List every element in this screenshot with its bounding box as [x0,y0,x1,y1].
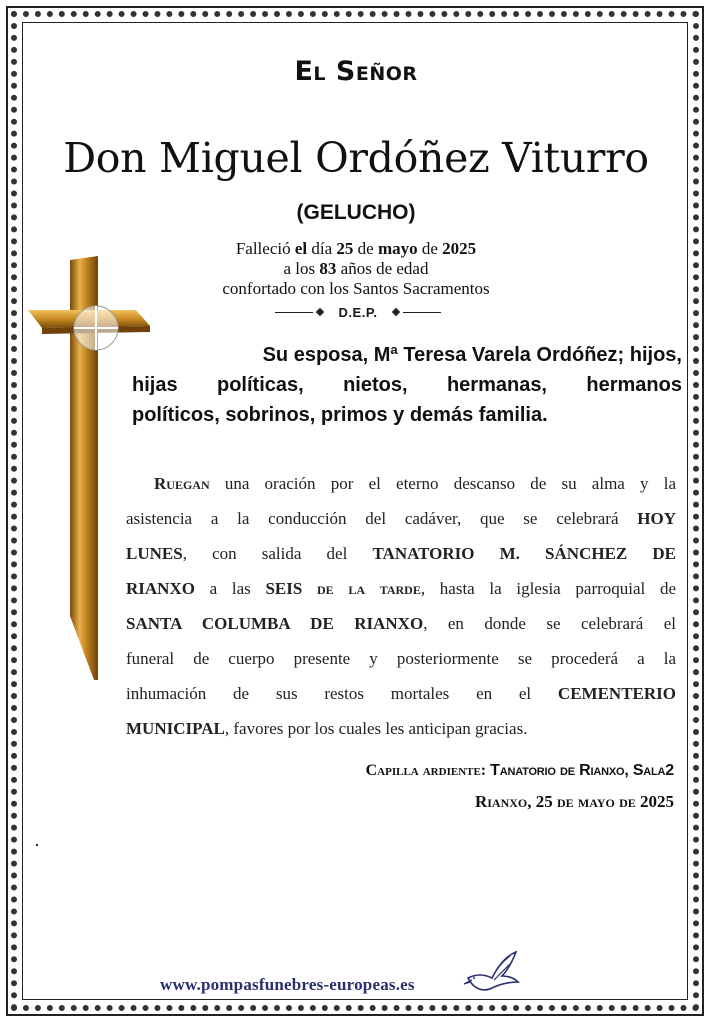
chapel-line [366,762,674,780]
paragraph-line: inhumación de sus restos mortales en el CEMENTERIO [126,684,676,703]
deceased-name: Don Miguel Ordóñez Viturro [63,134,649,182]
place-date-line: Rianxo, 25 de mayo de 2025 [474,792,674,811]
dove-icon [462,948,520,994]
family-paragraph [132,340,682,430]
ornament-diamond [392,308,400,316]
dep-text: D.E.P. [338,304,378,320]
paragraph-line: SANTA COLUMBA DE RIANXO, en donde se celebrará el [126,614,676,633]
family-line: Su esposa, Mª Teresa Varela Ordóñez; hijos, [262,344,682,366]
ornament-diamond [315,308,323,316]
paragraph-line: LUNES, con salida del TANATORIO M. SÁNCHEZ DE [126,544,676,563]
chapel-value: Tanatorio de Rianxo, Sala2 [490,762,674,779]
chapel-label: Capilla ardiente: [365,762,491,779]
dep-row [240,303,476,321]
paragraph-line: MUNICIPAL, favores por los cuales les anticipan gracias. [126,719,528,738]
ornament-line [403,312,441,313]
stray-dot [36,844,38,846]
death-date-line: Falleció el día 25 de mayo de 2025 [235,239,477,258]
paragraph-line: RIANXO a las SEIS de la tarde, hasta la iglesia parroquial de [126,579,677,598]
family-line: hijas políticas, nietos, hermanas, hermanos [132,374,682,396]
ornament-line [275,312,313,313]
paragraph-line: funeral de cuerpo presente y posteriormente se procederá a la [126,649,676,668]
paragraph-line: Ruegan una oración por el eterno descanso de su alma y la [154,474,676,493]
website-link[interactable]: www.pompasfunebres-europeas.es [160,975,415,994]
paragraph-line: asistencia a la conducción del cadáver, que se celebrará HOY [126,509,676,528]
age-line: a los 83 años de edad [283,259,429,278]
nickname: (GELUCHO) [296,201,416,224]
family-line: políticos, sobrinos, primos y demás familia. [132,404,548,426]
heading-title: El Señor [294,56,418,87]
sacraments-line: confortado con los Santos Sacramentos [222,279,490,298]
funeral-paragraph [126,466,676,746]
